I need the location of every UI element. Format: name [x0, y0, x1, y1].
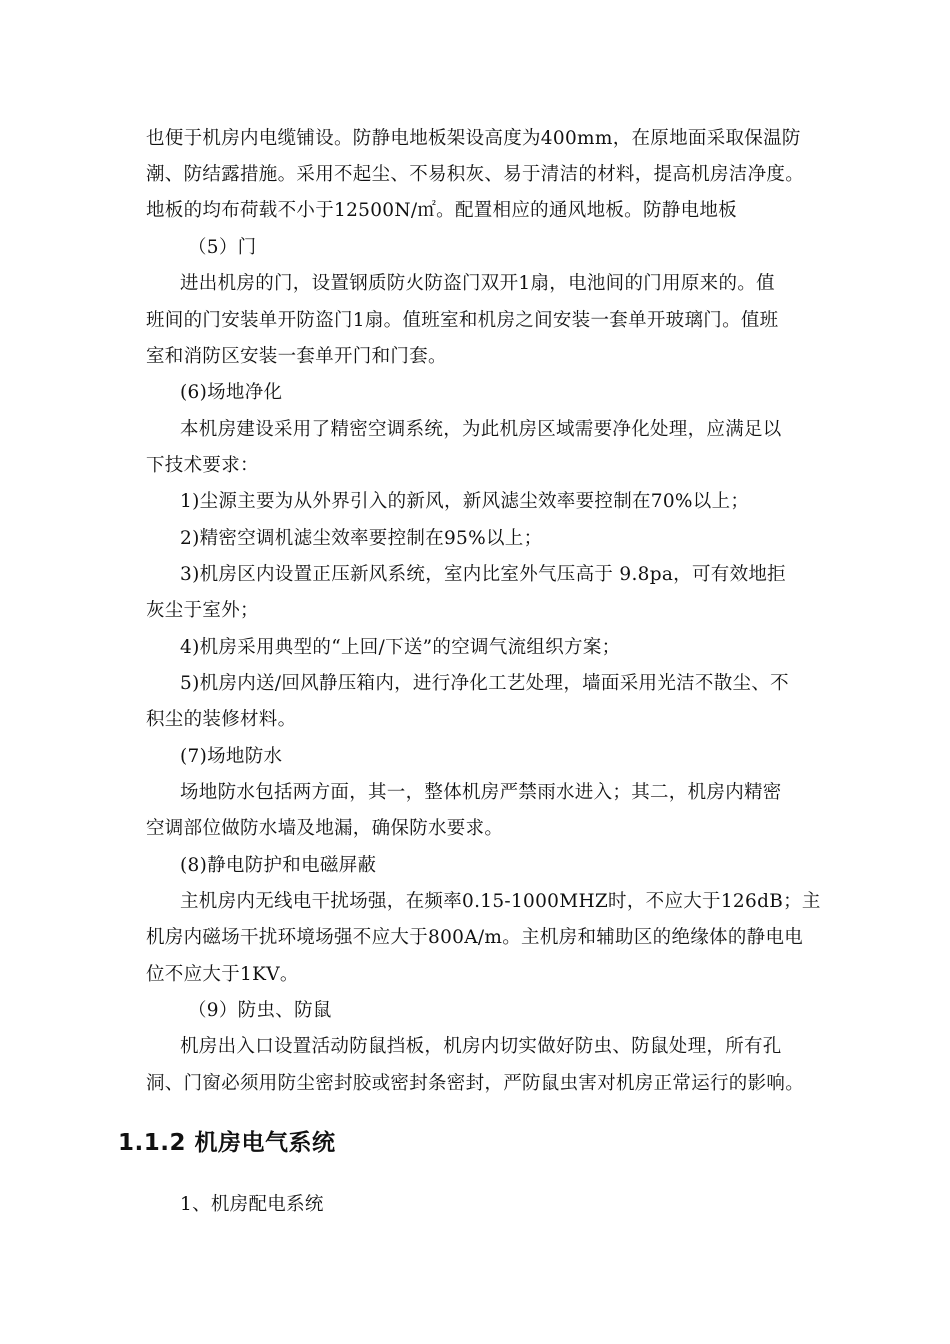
- paragraph-line: 班间的门安装单开防盗门1扇。值班室和机房之间安装一套单开玻璃门。值班: [146, 310, 779, 331]
- paragraph-line: 潮、防结露措施。采用不起尘、不易积灰、易于清洁的材料，提高机房洁净度。: [146, 164, 805, 185]
- paragraph-line: 机房出入口设置活动防鼠挡板，机房内切实做好防虫、防鼠处理，所有孔: [180, 1036, 782, 1057]
- paragraph-line: 下技术要求：: [146, 455, 259, 476]
- list-item-continuation: 积尘的装修材料。: [146, 709, 297, 730]
- paragraph-line: 机房内磁场干扰环境场强不应大于800A/m。主机房和辅助区的绝缘体的静电电: [146, 927, 804, 948]
- sub-item-title: 1、机房配电系统: [180, 1194, 324, 1215]
- paragraph-line: 也便于机房内电缆铺设。防静电地板架设高度为400mm，在原地面采取保温防: [146, 128, 801, 149]
- list-item: 3)机房区内设置正压新风系统，室内比室外气压高于 9.8pa，可有效地拒: [180, 564, 786, 585]
- subsection-title-site-purification: (6)场地净化: [180, 382, 283, 403]
- paragraph-line: 地板的均布荷载不小于12500N/㎡。配置相应的通风地板。防静电地板: [146, 200, 737, 221]
- subsection-title-door: （5）门: [188, 237, 257, 258]
- paragraph-line: 空调部位做防水墙及地漏，确保防水要求。: [146, 818, 504, 839]
- list-item: 4)机房采用典型的“上回/下送”的空调气流组织方案；: [180, 637, 621, 658]
- section-heading: 1.1.2 机房电气系统: [118, 1130, 336, 1156]
- paragraph-line: 场地防水包括两方面，其一，整体机房严禁雨水进入；其二，机房内精密: [180, 782, 782, 803]
- paragraph-line: 位不应大于1KV。: [146, 964, 299, 985]
- paragraph-line: 主机房内无线电干扰场强，在频率0.15-1000MHZ时，不应大于126dB；主: [180, 891, 821, 912]
- subsection-title-waterproofing: (7)场地防水: [180, 746, 283, 767]
- paragraph-line: 洞、门窗必须用防尘密封胶或密封条密封，严防鼠虫害对机房正常运行的影响。: [146, 1073, 805, 1094]
- paragraph-line: 室和消防区安装一套单开门和门套。: [146, 346, 447, 367]
- list-item: 1)尘源主要为从外界引入的新风，新风滤尘效率要控制在70%以上；: [180, 491, 750, 512]
- list-item: 5)机房内送/回风静压箱内，进行净化工艺处理，墙面采用光洁不散尘、不: [180, 673, 789, 694]
- list-item-continuation: 灰尘于室外；: [146, 600, 259, 621]
- list-item: 2)精密空调机滤尘效率要控制在95%以上；: [180, 528, 543, 549]
- paragraph-line: 本机房建设采用了精密空调系统，为此机房区域需要净化处理，应满足以: [180, 419, 782, 440]
- subsection-title-pest-control: （9）防虫、防鼠: [188, 1000, 332, 1021]
- subsection-title-static-shielding: (8)静电防护和电磁屏蔽: [180, 855, 377, 876]
- paragraph-line: 进出机房的门，设置钢质防火防盗门双开1扇，电池间的门用原来的。值: [180, 273, 775, 294]
